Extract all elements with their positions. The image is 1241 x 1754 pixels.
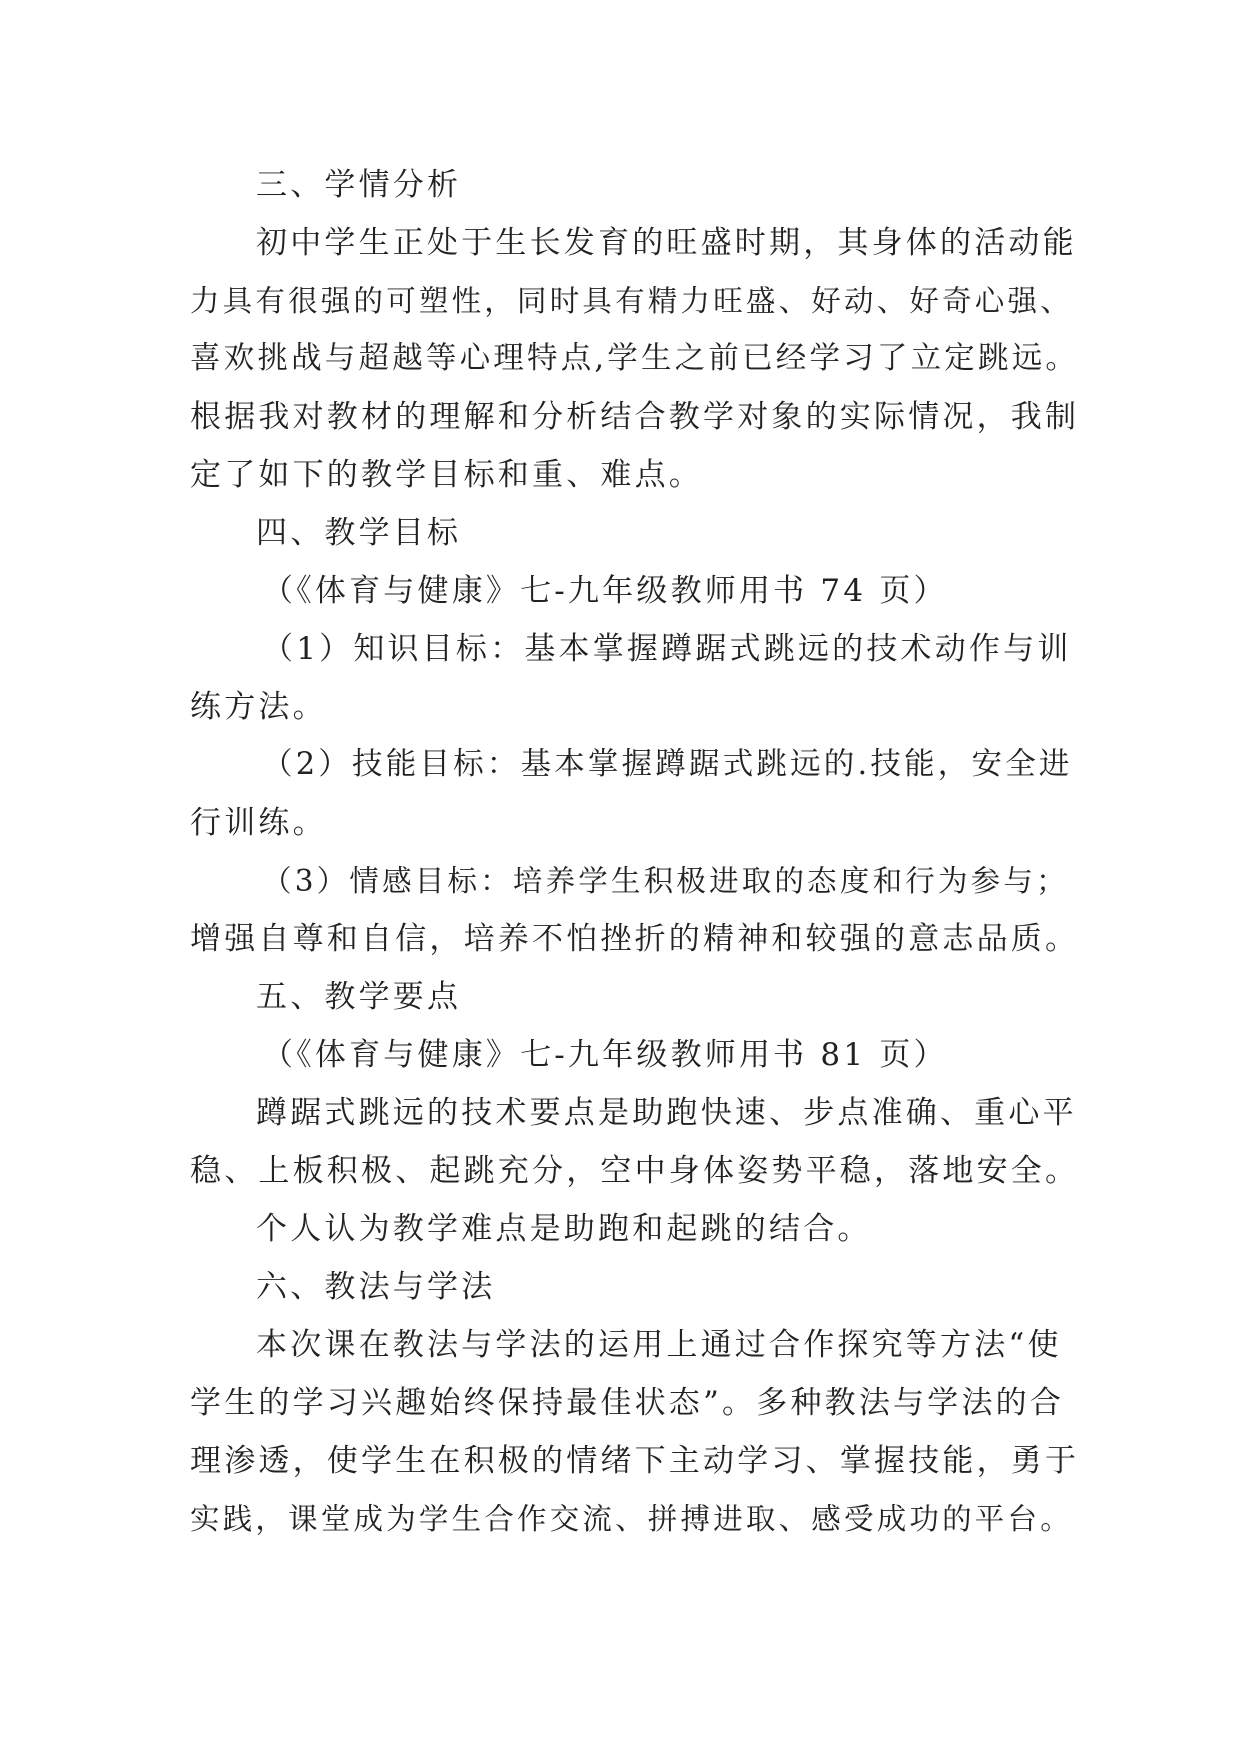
paragraph-line: （1）知识目标：基本掌握蹲踞式跳远的技术动作与训 <box>262 631 1072 667</box>
paragraph-line: （3）情感目标：培养学生积极进取的态度和行为参与； <box>262 864 1069 898</box>
paragraph-line: 个人认为教学难点是助跑和起跳的结合。 <box>256 1211 872 1247</box>
paragraph-line: 行训练。 <box>190 805 327 841</box>
paragraph-line: 根据我对教材的理解和分析结合教学对象的实际情况，我制 <box>190 399 1080 435</box>
paragraph-line: 定了如下的教学目标和重、难点。 <box>190 457 703 493</box>
section-heading-teaching-goals: 四、教学目标 <box>256 515 462 551</box>
paragraph-line: 稳、上板积极、起跳充分，空中身体姿势平稳，落地安全。 <box>190 1153 1080 1189</box>
paragraph-line: 理渗透，使学生在积极的情绪下主动学习、掌握技能，勇于 <box>190 1443 1080 1479</box>
paragraph-line: 练方法。 <box>190 689 327 725</box>
paragraph-line: 本次课在教法与学法的运用上通过合作探究等方法“使 <box>256 1327 1062 1363</box>
section-heading-key-points: 五、教学要点 <box>256 979 462 1015</box>
paragraph-line: 喜欢挑战与超越等心理特点,学生之前已经学习了立定跳远。 <box>190 341 1080 376</box>
paragraph-line: 增强自尊和自信，培养不怕挫折的精神和较强的意志品质。 <box>190 921 1080 957</box>
paragraph-line: 实践，课堂成为学生合作交流、拼搏进取、感受成功的平台。 <box>190 1502 1073 1536</box>
reference-note: （《体育与健康》七-九年级教师用书 81 页） <box>262 1037 948 1073</box>
paragraph-line: 力具有很强的可塑性，同时具有精力旺盛、好动、好奇心强、 <box>190 284 1073 318</box>
section-heading-methods: 六、教法与学法 <box>256 1269 496 1305</box>
section-heading-student-analysis: 三、学情分析 <box>256 167 462 203</box>
paragraph-line: 初中学生正处于生长发育的旺盛时期，其身体的活动能 <box>256 225 1077 261</box>
paragraph-line: （2）技能目标：基本掌握蹲踞式跳远的.技能，安全进 <box>262 747 1073 782</box>
reference-note: （《体育与健康》七-九年级教师用书 74 页） <box>262 573 948 609</box>
paragraph-line: 蹲踞式跳远的技术要点是助跑快速、步点准确、重心平 <box>256 1095 1077 1131</box>
paragraph-line: 学生的学习兴趣始终保持最佳状态”。多种教法与学法的合 <box>190 1385 1065 1421</box>
